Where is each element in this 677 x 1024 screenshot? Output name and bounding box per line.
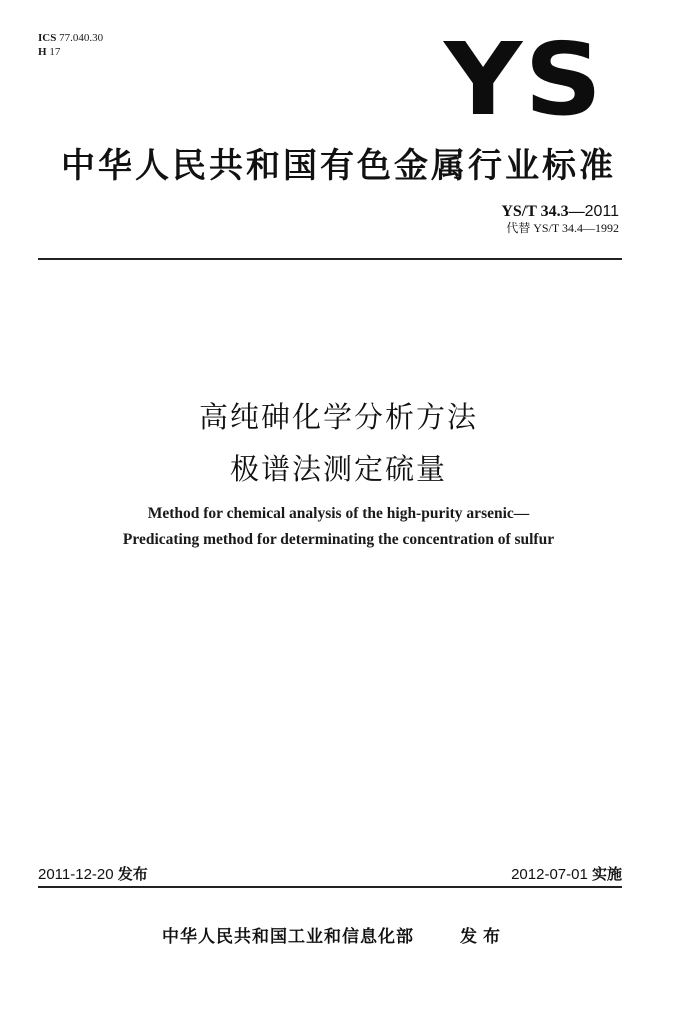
ics-code-line (38, 31, 103, 45)
effective-date (511, 863, 622, 884)
standard-year: 2011 (584, 203, 619, 220)
classification-codes (38, 31, 103, 59)
replaces-line (501, 220, 619, 237)
effective-date-value: 2012-07-01 (511, 866, 588, 883)
ys-logo: YS (444, 21, 605, 138)
replaces-label: 代替 (506, 221, 531, 235)
publish-date (38, 863, 148, 884)
issue-label: 发布 (460, 927, 506, 947)
issuing-authority: 中华人民共和国工业和信息化部 (162, 927, 414, 947)
replaces-standard: YS/T 34.4—1992 (533, 221, 619, 235)
header-divider (38, 258, 622, 260)
publish-date-label: 发布 (117, 865, 148, 883)
industry-standard-heading: 中华人民共和国有色金属行业标准 (61, 146, 616, 186)
ics-code: 77.040.30 (59, 32, 104, 44)
footer-divider (38, 886, 622, 888)
title-en-line1: Method for chemical analysis of the high-purity arsenic— (147, 505, 530, 522)
effective-date-label: 实施 (591, 865, 622, 883)
title-en-line2: Predicating method for determinating the concentration of sulfur (122, 531, 555, 548)
publish-date-value: 2011-12-20 (38, 866, 114, 883)
title-cn-line1: 高纯砷化学分析方法 (198, 400, 478, 434)
standard-number (501, 203, 619, 220)
ics-label: ICS (38, 32, 57, 44)
title-cn-line2: 极谱法测定硫量 (229, 452, 447, 486)
ccs-code: 17 (49, 46, 61, 58)
ccs-code-line (38, 45, 103, 59)
ccs-label: H (38, 46, 47, 58)
standard-number-block (501, 203, 619, 237)
standard-number-prefix: YS/T 34.3— (501, 203, 585, 220)
